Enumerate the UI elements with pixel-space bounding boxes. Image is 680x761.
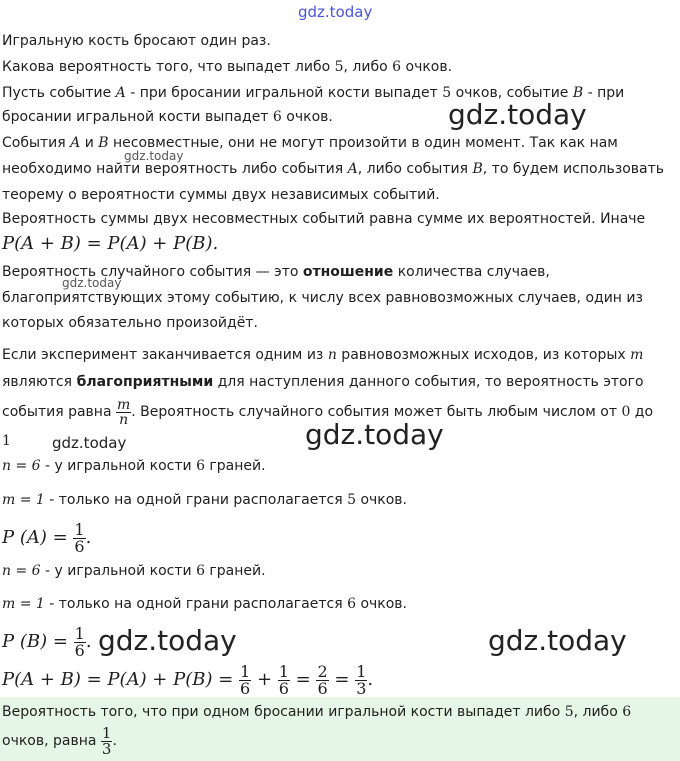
math: 6 xyxy=(347,596,356,612)
fraction xyxy=(74,623,86,660)
text: очков. xyxy=(356,596,408,612)
experiment-line-4 xyxy=(2,431,11,451)
answer-line-2: очков, равна $\frac{1}{3}$ . xyxy=(2,723,117,758)
problem-line-2 xyxy=(2,57,452,77)
fraction-denominator: 6 xyxy=(317,678,328,698)
calc-b-m-line xyxy=(2,594,407,614)
fraction-numerator: 1 xyxy=(74,623,85,643)
text: граней. xyxy=(204,458,266,474)
text: благоприятствующих этому событию, к числу всех равновозможных случаев, один из xyxy=(2,290,643,306)
text: необходимо найти вероятность либо события xyxy=(2,161,348,177)
text: , либо xyxy=(343,59,393,75)
math: m = 1 xyxy=(2,492,45,508)
watermark-small: gdz.today xyxy=(124,149,184,163)
math: A xyxy=(347,161,358,177)
watermark: gdz.today xyxy=(305,418,444,451)
text: - только на одной грани располагается xyxy=(44,596,348,612)
text: События xyxy=(2,135,71,151)
fraction xyxy=(101,723,113,758)
text: - при xyxy=(583,85,625,101)
text: количества случаев, xyxy=(393,264,550,280)
fraction-numerator: 1 xyxy=(74,519,85,539)
events-line-2 xyxy=(2,107,333,127)
fraction-numerator: 1 xyxy=(356,661,367,681)
calc-b-n-line xyxy=(2,561,266,581)
math: 6 xyxy=(196,563,205,579)
math: B xyxy=(572,85,584,101)
text: очков. xyxy=(401,59,453,75)
math: 6 xyxy=(272,109,282,125)
watermark-small: gdz.today xyxy=(62,276,122,290)
definition-line-1 xyxy=(2,262,550,282)
definition-line-2 xyxy=(2,288,643,308)
text: Вероятность суммы двух несовместных событий равна сумме их вероятностей. Иначе xyxy=(2,211,646,227)
fraction-numerator: 1 xyxy=(101,723,112,742)
fraction-numerator: 1 xyxy=(240,661,251,681)
fraction-numerator: 1 xyxy=(278,661,289,681)
math: + xyxy=(251,669,278,690)
bold-term: отношение xyxy=(302,264,394,280)
math: A xyxy=(70,135,81,151)
fraction-denominator: 6 xyxy=(74,536,85,556)
total-formula: P(A + B) = P(A) + P(B) = $\frac{1}{6}$ + $\frac{1}{6}$ = $\frac{2}{6}$ = $\frac{1}{3}$ . xyxy=(2,661,374,698)
watermark-top: gdz.today xyxy=(298,3,373,21)
text: - у игральной кости xyxy=(40,458,197,474)
math: B xyxy=(98,135,109,151)
calc-a-probability: P (A) = $\frac{1}{6}$ . xyxy=(2,519,92,556)
text: Игральную кость бросают один раз. xyxy=(2,33,271,49)
text: - при бросании игральной кости выпадет xyxy=(125,85,443,101)
text: Если эксперимент заканчивается одним из xyxy=(2,347,328,363)
text: бросании игральной кости выпадет xyxy=(2,109,273,125)
fraction-numerator: m xyxy=(116,396,131,413)
math: 5 xyxy=(564,704,574,720)
fraction-denominator: 6 xyxy=(278,678,289,698)
math: 5 xyxy=(347,492,356,508)
text: очков. xyxy=(356,492,408,508)
bold-term: благоприятными xyxy=(76,374,214,390)
math: P(A + B) = P(A) + P(B) = xyxy=(2,669,240,690)
math: 5 xyxy=(334,59,344,75)
fraction xyxy=(278,661,290,698)
text: , либо xyxy=(573,704,623,720)
text: равновозможных исходов, из которых xyxy=(336,347,631,363)
text: события равна xyxy=(2,404,116,420)
definition-line-3 xyxy=(2,313,258,333)
fraction xyxy=(73,519,85,556)
math: n xyxy=(327,347,337,363)
text: , либо события xyxy=(357,161,473,177)
watermark: gdz.today xyxy=(98,624,237,657)
text: и xyxy=(80,135,99,151)
sum-rule-line xyxy=(2,209,645,229)
math: 0 xyxy=(621,404,631,420)
math: 1 xyxy=(2,433,11,449)
fraction-denominator: 6 xyxy=(240,678,251,698)
fraction-numerator: 2 xyxy=(317,661,328,681)
math: 5 xyxy=(442,85,452,101)
sum-rule-formula xyxy=(2,234,218,254)
text: , то будем использовать xyxy=(482,161,665,177)
experiment-line-3 xyxy=(2,392,653,432)
events-line-1 xyxy=(2,83,624,103)
text: для наступления данного события, то вероятность этого xyxy=(213,374,644,390)
calc-a-m-line xyxy=(2,490,407,510)
answer-box xyxy=(0,697,680,761)
text: очков, событие xyxy=(451,85,573,101)
fraction-denominator: n xyxy=(116,412,131,427)
incompatible-line-3 xyxy=(2,185,440,205)
text: Какова вероятность того, что выпадет либо xyxy=(2,59,335,75)
experiment-line-2 xyxy=(2,372,644,392)
watermark-medium: gdz.today xyxy=(52,434,127,452)
text: Вероятность случайного события — это xyxy=(2,264,303,280)
fraction xyxy=(355,661,367,698)
math: P (A) = xyxy=(2,527,74,548)
math: m xyxy=(630,347,644,363)
experiment-line-1 xyxy=(2,345,643,365)
text: - только на одной грани располагается xyxy=(44,492,348,508)
math: = xyxy=(328,669,356,690)
text: теорему о вероятности суммы двух независимых событий. xyxy=(2,187,440,203)
formula: P(A + B) = P(A) + P(B). xyxy=(2,233,219,254)
fraction-denominator: 6 xyxy=(74,640,85,660)
fraction-denominator: 3 xyxy=(101,739,112,758)
problem-line-1 xyxy=(2,31,271,51)
math: n = 6 xyxy=(2,458,41,474)
math: = xyxy=(289,669,317,690)
math: B xyxy=(472,161,483,177)
answer-line-1 xyxy=(2,702,631,722)
calc-a-n-line xyxy=(2,456,266,476)
math: 6 xyxy=(392,59,402,75)
math: 6 xyxy=(622,704,632,720)
calc-b-probability: P (B) = $\frac{1}{6}$ . xyxy=(2,623,92,660)
text: очков. xyxy=(281,109,333,125)
math: P (B) = xyxy=(2,631,74,652)
fraction xyxy=(239,661,251,698)
fraction-denominator: 3 xyxy=(356,678,367,698)
watermark: gdz.today xyxy=(448,98,587,131)
text: - у игральной кости xyxy=(40,563,197,579)
text: очков, равна xyxy=(2,733,101,749)
text: Пусть событие xyxy=(2,85,116,101)
math: n = 6 xyxy=(2,563,41,579)
text: несовместные, они не могут произойти в один момент. Так как нам xyxy=(108,135,618,151)
text: граней. xyxy=(204,563,266,579)
incompatible-line-1 xyxy=(2,133,618,153)
fraction xyxy=(316,661,328,698)
text: являются xyxy=(2,374,77,390)
fraction-m-over-n xyxy=(116,398,131,427)
text: Вероятность того, что при одном бросании игральной кости выпадет либо xyxy=(2,704,565,720)
text: . Вероятность случайного события может быть любым числом от xyxy=(131,404,622,420)
text: которых обязательно произойдёт. xyxy=(2,315,258,331)
math: A xyxy=(115,85,126,101)
watermark: gdz.today xyxy=(488,624,627,657)
text: до xyxy=(630,404,654,420)
math: 6 xyxy=(196,458,205,474)
incompatible-line-2 xyxy=(2,159,664,179)
math: m = 1 xyxy=(2,596,45,612)
